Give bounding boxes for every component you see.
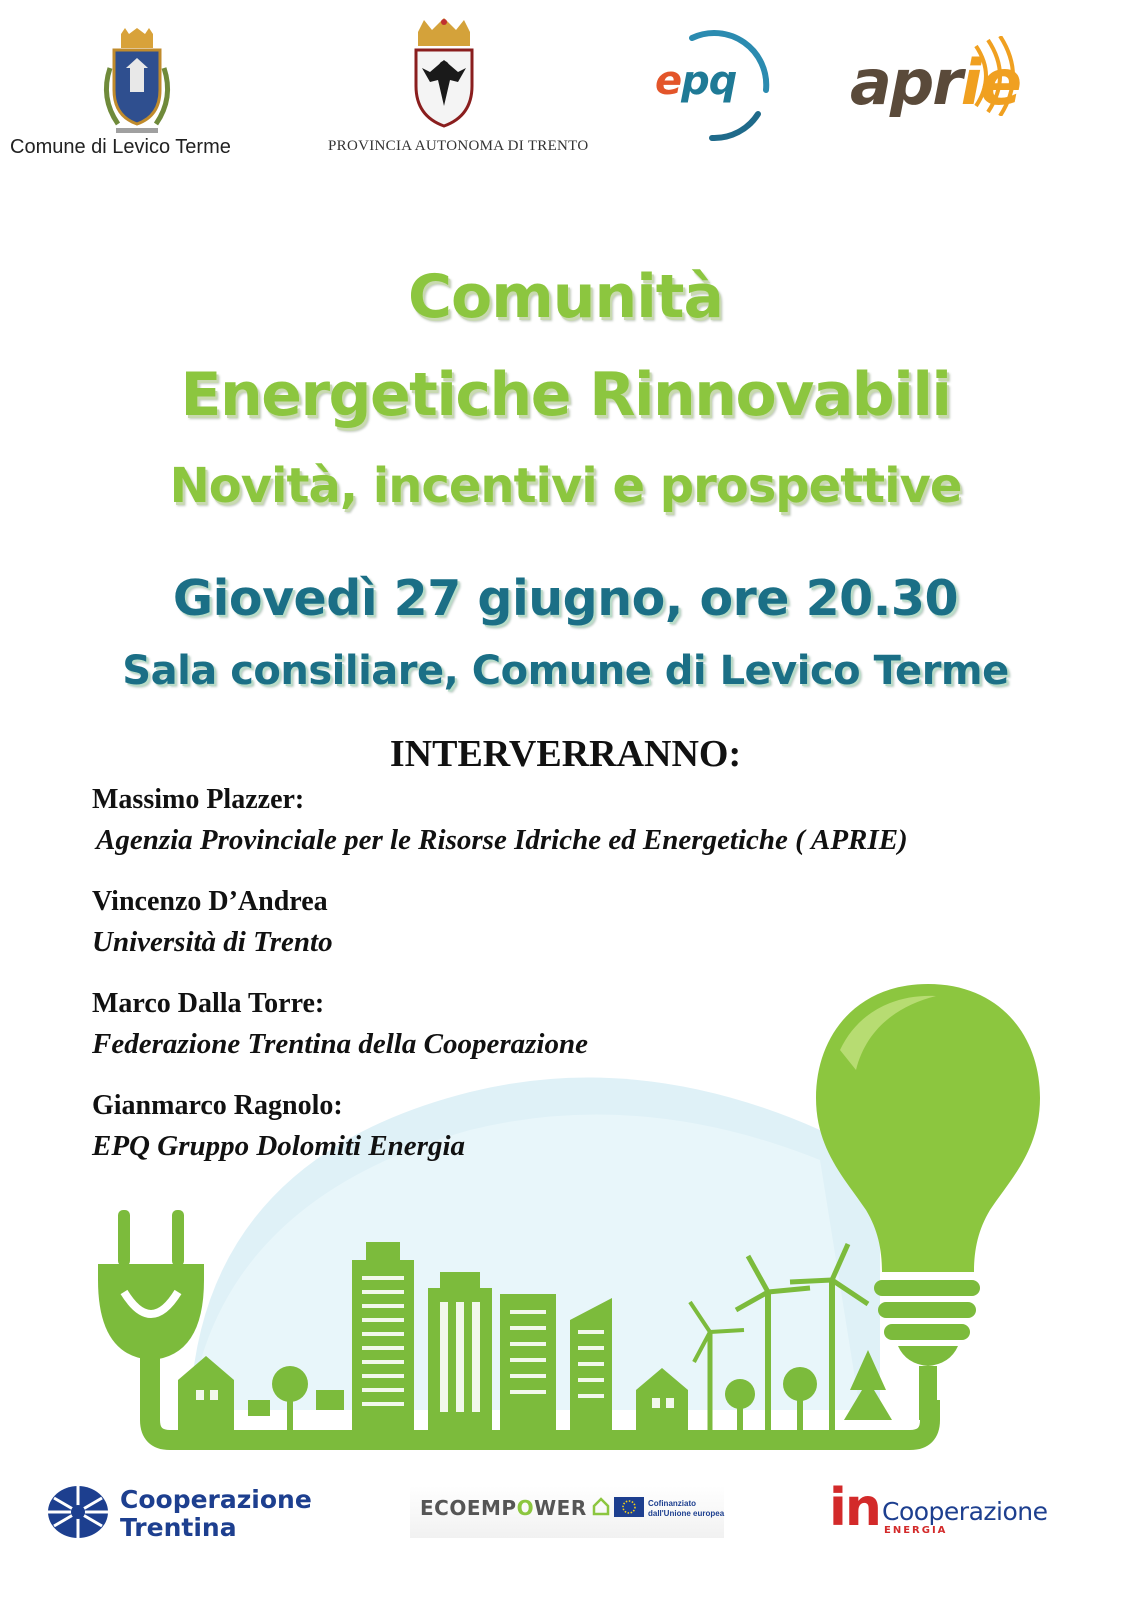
eu-flag-icon bbox=[614, 1497, 644, 1517]
title-line-2: Energetiche Rinnovabili bbox=[180, 360, 951, 430]
aprie-logo-ie: ie bbox=[960, 46, 1021, 119]
eu-caption bbox=[648, 1499, 724, 1519]
incooperazione-energia: ENERGIA bbox=[884, 1525, 948, 1536]
eco-part-3: WER bbox=[534, 1496, 587, 1520]
eco-part-1: ECOEMP bbox=[420, 1496, 517, 1520]
provincia-coat-of-arms-icon bbox=[408, 16, 480, 128]
coop-line-1: Cooperazione bbox=[120, 1485, 312, 1514]
eco-part-2: O bbox=[516, 1496, 535, 1520]
speaker-organization: EPQ Gruppo Dolomiti Energia bbox=[92, 1130, 466, 1162]
eu-caption-line-2: dall'Unione europea bbox=[648, 1509, 725, 1518]
aprie-waves-icon bbox=[970, 36, 1026, 116]
coop-line-2: Trentina bbox=[120, 1513, 237, 1542]
epq-logo-e: e bbox=[655, 58, 682, 104]
speaker-organization: Agenzia Provinciale per le Risorse Idriche ed Energetiche ( APRIE) bbox=[96, 824, 908, 856]
speaker-name: Gianmarco Ragnolo: bbox=[92, 1090, 343, 1121]
provincia-caption: PROVINCIA AUTONOMA DI TRENTO bbox=[328, 138, 589, 154]
eu-caption-line-1: Cofinanziato bbox=[648, 1499, 696, 1508]
event-date: Giovedì 27 giugno, ore 20.30 bbox=[172, 570, 959, 627]
house-outline-icon bbox=[592, 1496, 610, 1516]
levico-caption: Comune di Levico Terme bbox=[10, 136, 231, 158]
aprie-logo-apr: apr bbox=[850, 46, 961, 119]
speaker-organization: Università di Trento bbox=[92, 926, 333, 958]
epq-logo-pq: pq bbox=[681, 58, 737, 104]
subtitle: Novità, incentivi e prospettive bbox=[169, 458, 962, 514]
levico-coat-of-arms-icon bbox=[96, 28, 178, 134]
cooperazione-trentina-logo bbox=[120, 1486, 312, 1542]
speaker-name: Massimo Plazzer: bbox=[92, 784, 305, 815]
speaker-name: Vincenzo D’Andrea bbox=[92, 886, 328, 917]
speaker-organization: Federazione Trentina della Cooperazione bbox=[92, 1028, 588, 1060]
incooperazione-in: in bbox=[829, 1478, 880, 1538]
cooperazione-trentina-logo-icon bbox=[46, 1484, 110, 1540]
speaker-name: Marco Dalla Torre: bbox=[92, 988, 325, 1019]
ecoempower-logo bbox=[420, 1496, 587, 1520]
event-venue: Sala consiliare, Comune di Levico Terme bbox=[122, 648, 1009, 694]
epq-logo bbox=[655, 58, 736, 104]
incooperazione-name: Cooperazione bbox=[882, 1497, 1048, 1526]
plug-icon bbox=[98, 1210, 204, 1360]
title-line-1: Comunità bbox=[408, 262, 723, 332]
speakers-heading: INTERVERRANNO: bbox=[389, 733, 742, 775]
